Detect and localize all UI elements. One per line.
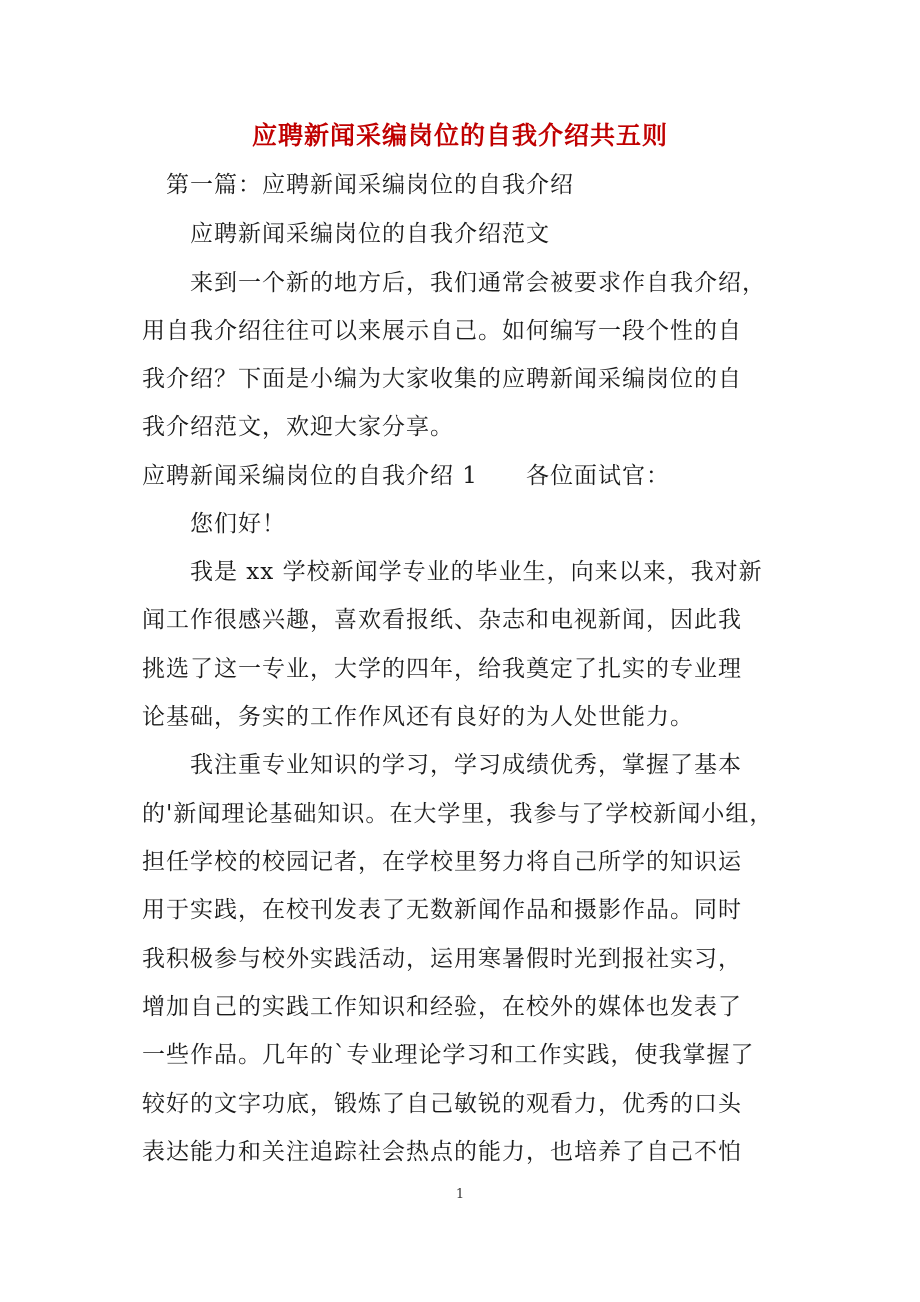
section-heading: 第一篇：应聘新闻采编岗位的自我介绍 [166, 172, 574, 198]
paragraph-line: 我注重专业知识的学习，学习成绩优秀，掌握了基本 [190, 752, 742, 778]
paragraph-line: 用自我介绍往往可以来展示自己。如何编写一段个性的自 [142, 318, 742, 344]
paragraph-line: 一些作品。几年的`专业理论学习和工作实践，使我掌握了 [142, 1042, 755, 1068]
paragraph-line: 增加自己的实践工作知识和经验，在校外的媒体也发表了 [142, 994, 742, 1020]
paragraph-line: 来到一个新的地方后，我们通常会被要求作自我介绍， [190, 270, 766, 296]
paragraph-line: 我是 xx 学校新闻学专业的毕业生，向来以来，我对新 [190, 559, 763, 585]
greeting-line: 您们好！ [190, 511, 286, 537]
paragraph-line: 论基础，务实的工作作风还有良好的为人处世能力。 [142, 704, 694, 730]
paragraph-line: 我积极参与校外实践活动，运用寒暑假时光到报社实习， [142, 946, 742, 972]
paragraph-line: 用于实践，在校刊发表了无数新闻作品和摄影作品。同时 [142, 897, 742, 923]
paragraph-line: 我介绍范文，欢迎大家分享。 [142, 414, 454, 440]
document-title: 应聘新闻采编岗位的自我介绍共五则 [251, 121, 668, 150]
paragraph-line: 的'新闻理论基础知识。在大学里，我参与了学校新闻小组， [142, 801, 774, 827]
subsection-heading: 应聘新闻采编岗位的自我介绍范文 [190, 221, 550, 247]
paragraph-line: 我介绍？下面是小编为大家收集的应聘新闻采编岗位的自 [142, 366, 742, 392]
intro-heading-line: 应聘新闻采编岗位的自我介绍 1 各位面试官： [142, 463, 670, 489]
paragraph-line: 担任学校的校园记者，在学校里努力将自己所学的知识运 [142, 849, 742, 875]
paragraph-line: 挑选了这一专业，大学的四年，给我奠定了扎实的专业理 [142, 656, 742, 682]
page-number: 1 [455, 1187, 465, 1202]
paragraph-line: 闻工作很感兴趣，喜欢看报纸、杂志和电视新闻，因此我 [142, 607, 742, 633]
paragraph-line: 较好的文字功底，锻炼了自己敏锐的观看力，优秀的口头 [142, 1091, 742, 1117]
paragraph-line: 表达能力和关注追踪社会热点的能力，也培养了自己不怕 [142, 1139, 742, 1165]
